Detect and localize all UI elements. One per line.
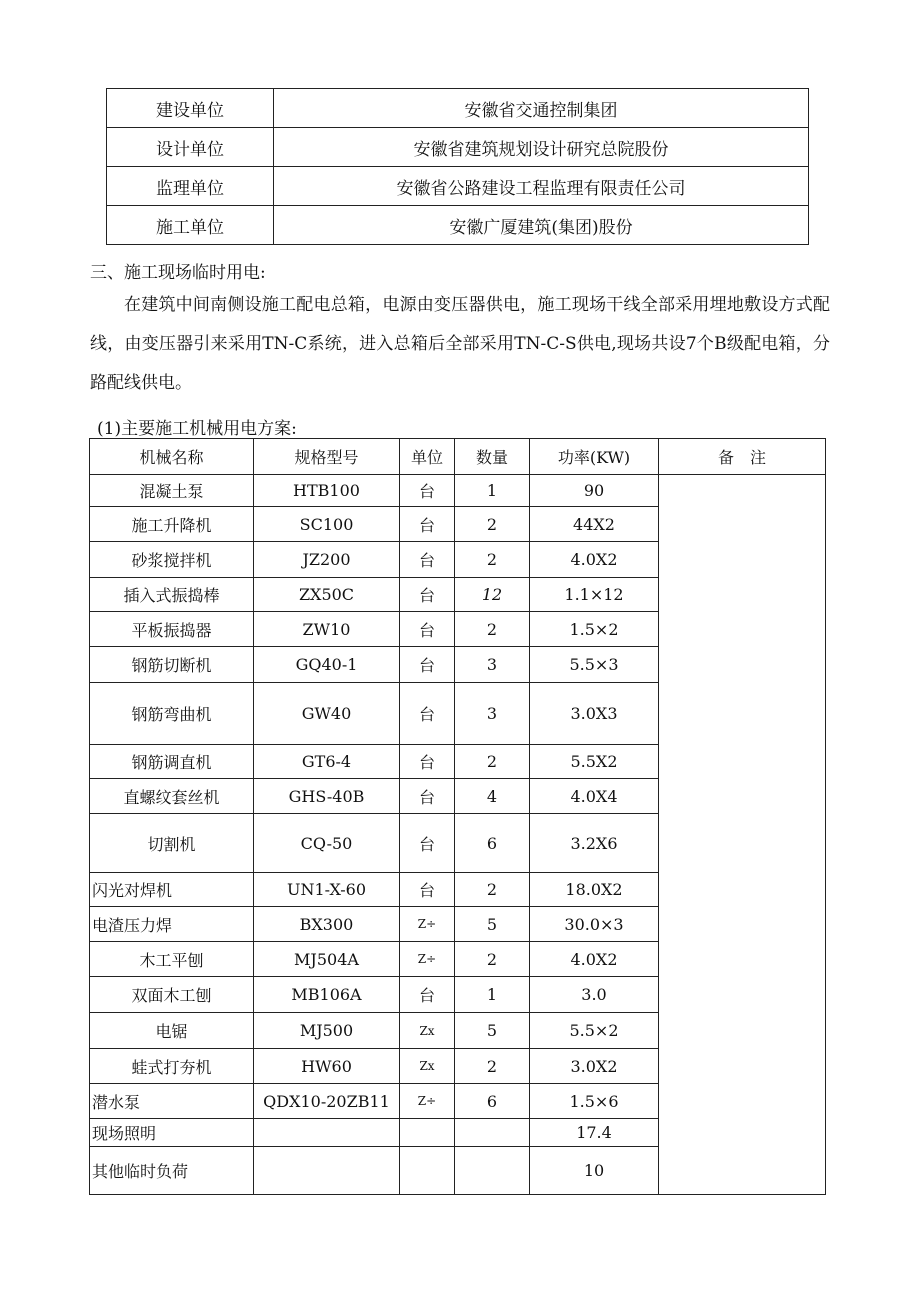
unit: [400, 1119, 455, 1147]
model: QDX10-20ZB11: [254, 1084, 400, 1119]
quantity: 2: [455, 942, 530, 977]
machine-name: 插入式振捣棒: [90, 578, 254, 612]
machine-name: 电渣压力焊: [90, 907, 254, 942]
table-row: [90, 475, 826, 507]
model: SC100: [254, 507, 400, 542]
power: 5.5×2: [530, 1013, 659, 1049]
column-header: 功率(KW): [530, 439, 659, 475]
power: 5.5X2: [530, 745, 659, 779]
quantity: 4: [455, 779, 530, 814]
unit: [400, 1147, 455, 1195]
quantity: [455, 1147, 530, 1195]
power: 3.0: [530, 977, 659, 1013]
power: 4.0X2: [530, 942, 659, 977]
unit: 台: [400, 779, 455, 814]
unit: Zx: [400, 1049, 455, 1084]
unit-label: 设计单位: [107, 128, 274, 167]
quantity: 1: [455, 977, 530, 1013]
machine-name: 切割机: [90, 814, 254, 873]
machine-name: 钢筋切断机: [90, 647, 254, 683]
quantity: 5: [455, 907, 530, 942]
unit: 台: [400, 647, 455, 683]
machine-name: 木工平刨: [90, 942, 254, 977]
model: GHS-40B: [254, 779, 400, 814]
machine-name: 直螺纹套丝机: [90, 779, 254, 814]
quantity: 3: [455, 647, 530, 683]
quantity: 1: [455, 475, 530, 507]
unit-label: 监理单位: [107, 167, 274, 206]
unit: 台: [400, 507, 455, 542]
column-header: 规格型号: [254, 439, 400, 475]
quantity: 6: [455, 1084, 530, 1119]
machine-name: 电锯: [90, 1013, 254, 1049]
quantity: 2: [455, 542, 530, 578]
unit: 台: [400, 578, 455, 612]
machine-name: 平板振捣器: [90, 612, 254, 647]
quantity: 2: [455, 745, 530, 779]
power: 1.5×2: [530, 612, 659, 647]
power: 1.5×6: [530, 1084, 659, 1119]
unit-label: 建设单位: [107, 89, 274, 128]
model: UN1-X-60: [254, 873, 400, 907]
table-row: [107, 128, 809, 167]
quantity: 2: [455, 507, 530, 542]
model: CQ-50: [254, 814, 400, 873]
machine-name: 其他临时负荷: [90, 1147, 254, 1195]
unit: 台: [400, 475, 455, 507]
model: HTB100: [254, 475, 400, 507]
column-header: 机械名称: [90, 439, 254, 475]
model: MB106A: [254, 977, 400, 1013]
column-header: 数量: [455, 439, 530, 475]
quantity: 12: [455, 578, 530, 612]
power: 30.0×3: [530, 907, 659, 942]
quantity: 2: [455, 612, 530, 647]
unit: 台: [400, 542, 455, 578]
unit-value: 安徽省交通控制集团: [274, 89, 809, 128]
unit: 台: [400, 683, 455, 745]
model: BX300: [254, 907, 400, 942]
table-row: [107, 89, 809, 128]
column-header: 备 注: [659, 439, 826, 475]
project-units-table: [106, 88, 809, 245]
unit: Z÷: [400, 907, 455, 942]
unit: Z÷: [400, 942, 455, 977]
power: 18.0X2: [530, 873, 659, 907]
quantity: 3: [455, 683, 530, 745]
model: HW60: [254, 1049, 400, 1084]
unit: 台: [400, 873, 455, 907]
table-row: [107, 206, 809, 245]
table-row: [107, 167, 809, 206]
model: JZ200: [254, 542, 400, 578]
machine-name: 蛙式打夯机: [90, 1049, 254, 1084]
machine-name: 砂浆搅拌机: [90, 542, 254, 578]
power: 44X2: [530, 507, 659, 542]
model: ZX50C: [254, 578, 400, 612]
model: ZW10: [254, 612, 400, 647]
model: MJ500: [254, 1013, 400, 1049]
power: 90: [530, 475, 659, 507]
section-heading: 三、施工现场临时用电:: [90, 263, 266, 283]
model: MJ504A: [254, 942, 400, 977]
machine-name: 施工升降机: [90, 507, 254, 542]
power: 4.0X4: [530, 779, 659, 814]
unit: 台: [400, 814, 455, 873]
model: [254, 1147, 400, 1195]
paragraph-text: 在建筑中间南侧设施工配电总箱，电源由变压器供电，施工现场干线全部采用埋地敷设方式配线，由变压器引来采用TN-C系统，进入总箱后全部采用TN-C-S供电,现场共设7个B级配电箱，分路配线供电。: [90, 295, 830, 393]
power: 17.4: [530, 1119, 659, 1147]
quantity: [455, 1119, 530, 1147]
power-paragraph: [90, 286, 830, 403]
unit-value: 安徽广厦建筑(集团)股份: [274, 206, 809, 245]
machine-name: 现场照明: [90, 1119, 254, 1147]
remarks-cell: [659, 475, 826, 1195]
quantity: 2: [455, 1049, 530, 1084]
machine-name: 钢筋调直机: [90, 745, 254, 779]
machine-subheading: (1)主要施工机械用电方案:: [97, 419, 297, 439]
model: GQ40-1: [254, 647, 400, 683]
model: GT6-4: [254, 745, 400, 779]
machine-power-table: [89, 438, 826, 1195]
power: 3.0X3: [530, 683, 659, 745]
unit-value: 安徽省建筑规划设计研究总院股份: [274, 128, 809, 167]
quantity: 6: [455, 814, 530, 873]
unit-value: 安徽省公路建设工程监理有限责任公司: [274, 167, 809, 206]
power: 10: [530, 1147, 659, 1195]
table-header-row: [90, 439, 826, 475]
unit-label: 施工单位: [107, 206, 274, 245]
machine-name: 双面木工刨: [90, 977, 254, 1013]
quantity: 5: [455, 1013, 530, 1049]
machine-name: 钢筋弯曲机: [90, 683, 254, 745]
unit: 台: [400, 612, 455, 647]
unit: Z÷: [400, 1084, 455, 1119]
machine-name: 潜水泵: [90, 1084, 254, 1119]
power: 3.2X6: [530, 814, 659, 873]
power: 5.5×3: [530, 647, 659, 683]
model: [254, 1119, 400, 1147]
power: 1.1×12: [530, 578, 659, 612]
model: GW40: [254, 683, 400, 745]
unit: 台: [400, 745, 455, 779]
column-header: 单位: [400, 439, 455, 475]
power: 4.0X2: [530, 542, 659, 578]
unit: Zx: [400, 1013, 455, 1049]
power: 3.0X2: [530, 1049, 659, 1084]
machine-name: 混凝土泵: [90, 475, 254, 507]
unit: 台: [400, 977, 455, 1013]
machine-name: 闪光对焊机: [90, 873, 254, 907]
quantity: 2: [455, 873, 530, 907]
